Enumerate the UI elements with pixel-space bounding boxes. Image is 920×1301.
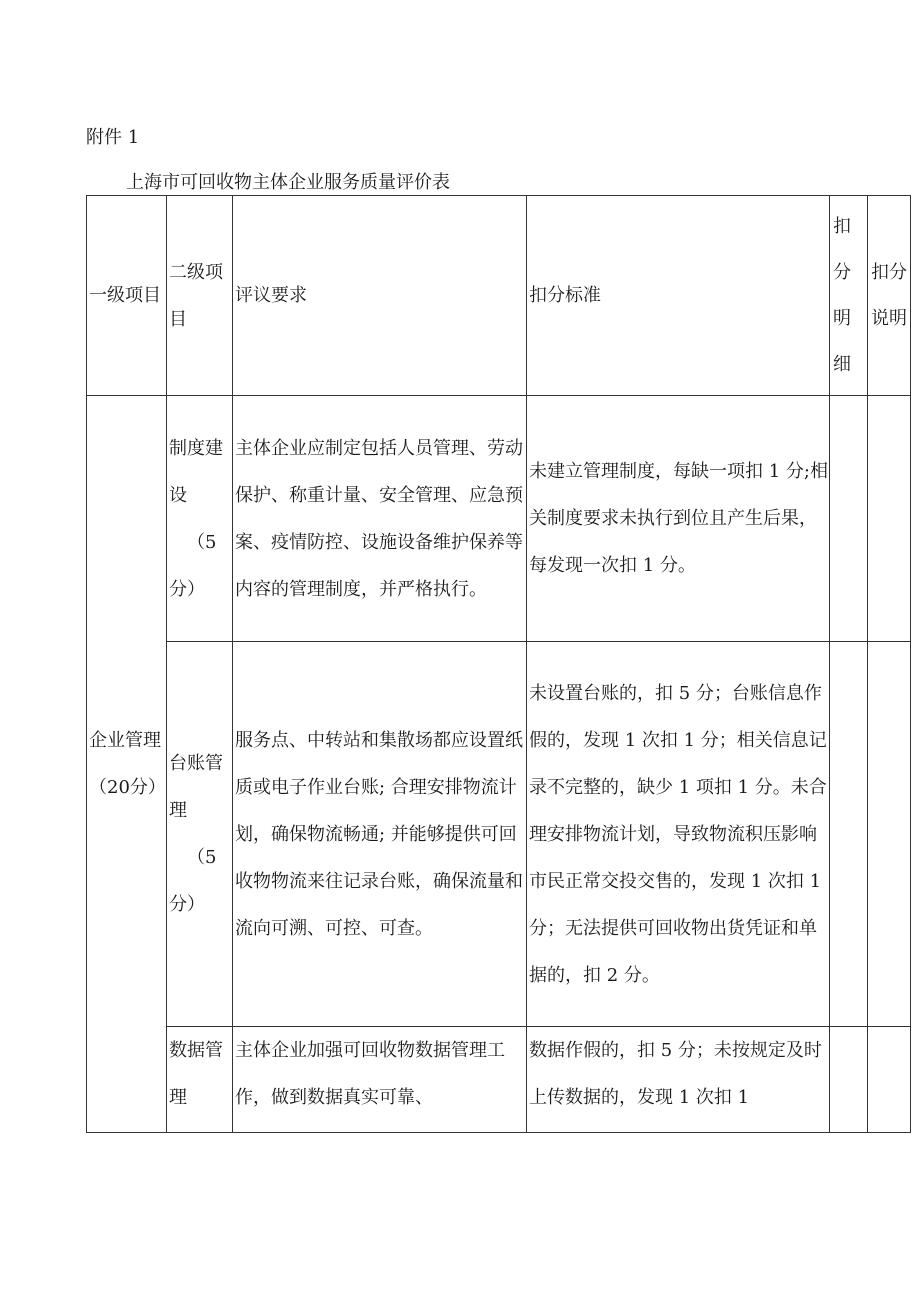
- attachment-label: 附件 1: [86, 127, 140, 148]
- deduction-note-cell: [868, 396, 911, 642]
- header-deduction-detail: 扣分明细: [830, 196, 868, 396]
- deduction-note-cell: [868, 1027, 911, 1133]
- requirement-cell: 主体企业应制定包括人员管理、劳动保护、称重计量、安全管理、应急预案、疫情防控、设施设备维护保养等内容的管理制度，并严格执行。: [233, 396, 527, 642]
- header-requirement: 评议要求: [233, 196, 527, 396]
- header-level2: 二级项目: [167, 196, 233, 396]
- category-cell: 企业管理（20分）: [87, 396, 167, 1133]
- table-header-row: [87, 196, 911, 396]
- item-cell: 数据管理: [167, 1027, 233, 1133]
- standard-cell: 数据作假的，扣 5 分；未按规定及时上传数据的，发现 1 次扣 1: [527, 1027, 830, 1133]
- item-cell: [167, 642, 233, 1027]
- header-deduction-note: 扣分说明: [868, 196, 911, 396]
- standard-cell: 未设置台账的，扣 5 分；台账信息作假的，发现 1 次扣 1 分；相关信息记录不完整的，缺少 1 项扣 1 分。未合理安排物流计划，导致物流积压影响市民正常交投交售的，发现 1 次扣 1 分；无法提供可回收物出货凭证和单据的，扣 2 分。: [527, 642, 830, 1027]
- table-row: [87, 396, 911, 642]
- item-name: 台账管理: [169, 753, 223, 821]
- item-score: （5分）: [169, 531, 217, 600]
- deduction-note-cell: [868, 642, 911, 1027]
- requirement-cell: 主体企业加强可回收物数据管理工作，做到数据真实可靠、: [233, 1027, 527, 1133]
- evaluation-table: [86, 195, 911, 1133]
- table-row: [87, 1027, 911, 1133]
- table-row: [87, 642, 911, 1027]
- standard-cell: 未建立管理制度，每缺一项扣 1 分;相关制度要求未执行到位且产生后果，每发现一次扣 1 分。: [527, 396, 830, 642]
- document-title: 上海市可回收物主体企业服务质量评价表: [126, 172, 450, 193]
- requirement-cell: 服务点、中转站和集散场都应设置纸质或电子作业台账; 合理安排物流计划，确保物流畅通; 并能够提供可回收物物流来往记录台账，确保流量和流向可溯、可控、可查。: [233, 642, 527, 1027]
- deduction-detail-cell: [830, 1027, 868, 1133]
- deduction-detail-cell: [830, 396, 868, 642]
- header-level1: 一级项目: [87, 196, 167, 396]
- item-cell: [167, 396, 233, 642]
- deduction-detail-cell: [830, 642, 868, 1027]
- item-score: （5分）: [169, 847, 217, 915]
- header-standard: 扣分标准: [527, 196, 830, 396]
- item-name: 制度建设: [169, 437, 223, 506]
